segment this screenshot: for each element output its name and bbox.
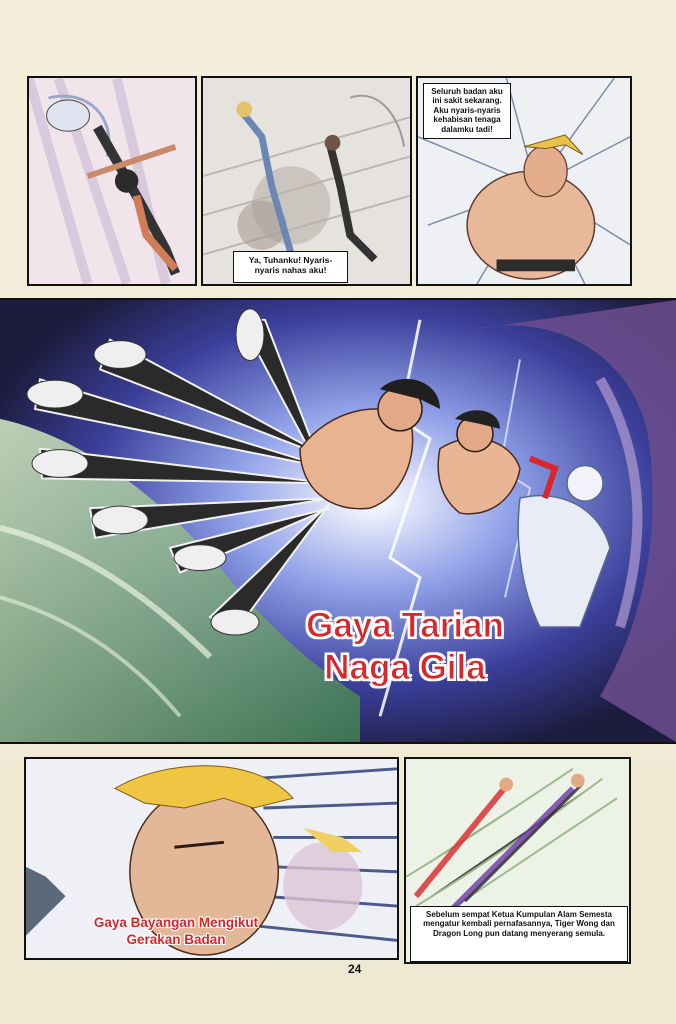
panel-5-move-title-line-2: Gerakan Badan xyxy=(126,932,226,947)
splash-move-title-line-1: Gaya Tarian xyxy=(306,606,504,645)
splash-move-title-line-2: Naga Gila xyxy=(324,648,486,687)
panel-6 xyxy=(404,757,631,964)
panel-1-art xyxy=(29,78,195,284)
panel-5-move-title xyxy=(56,914,296,948)
splash-move-title xyxy=(260,605,550,689)
panel-5-move-title-line-1: Gaya Bayangan Mengikut xyxy=(93,915,259,930)
panel-3-thought-bubble xyxy=(423,83,511,139)
panel-5 xyxy=(24,757,399,960)
panel-2-speech-bubble xyxy=(233,251,348,283)
panel-4-splash xyxy=(0,298,676,744)
panel-2 xyxy=(201,76,412,286)
panel-1 xyxy=(27,76,197,286)
panel-6-narration-text: Sebelum sempat Ketua Kumpulan Alam Semesta mengatur kembali pernafasannya, Tiger Wong dan Dragon Long pun datang menyerang semula. xyxy=(423,910,615,938)
panel-3 xyxy=(416,76,632,286)
page-number: 24 xyxy=(348,962,362,976)
panel-3-thought-text: Seluruh badan aku ini sakit sekarang. Aku nyaris-nyaris kehabisan tenaga dalamku tadi! xyxy=(431,87,503,134)
panel-6-narration-box xyxy=(410,906,628,962)
panel-2-speech-text: Ya, Tuhanku! Nyaris-nyaris nahas aku! xyxy=(248,255,333,276)
